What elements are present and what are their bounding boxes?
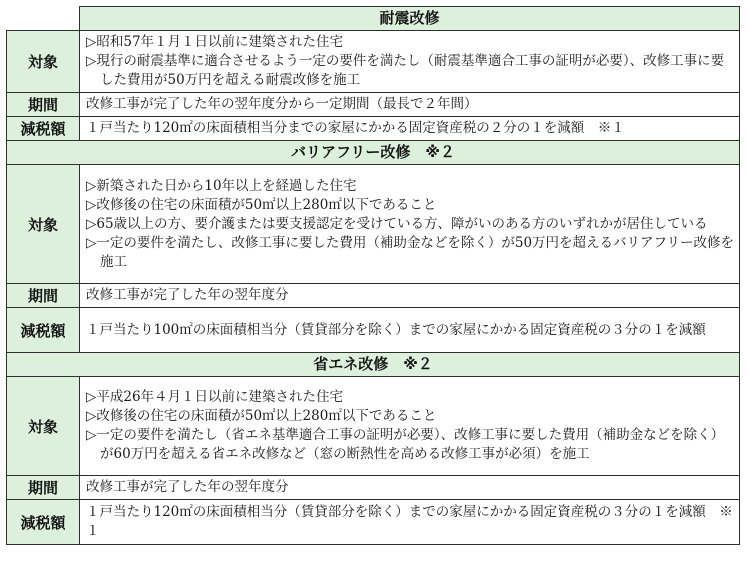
period-row — [7, 93, 740, 117]
period-label: 期間 — [7, 476, 80, 500]
reduction-content — [80, 500, 740, 545]
section-header-row — [7, 141, 740, 165]
period-row — [7, 476, 740, 500]
period-text: 改修工事が完了した年の翌年度分から一定期間（最長で２年間） — [86, 96, 478, 112]
tax-reduction-table-container — [6, 6, 739, 545]
target-item: ▷現行の耐震基準に適合させるよう一定の要件を満たし（耐震基準適合工事の証明が必要）、改修工事に要した費用が50万円を超える耐震改修を施工 — [86, 53, 725, 88]
reduction-text: １戸当たり120㎡の床面積相当分までの家屋にかかる固定資産税の２分の１を減額 ※１ — [86, 120, 625, 136]
reduction-text: １戸当たり100㎡の床面積相当分（賃貸部分を除く）までの家屋にかかる固定資産税の３分の１を減額 — [86, 321, 706, 338]
target-item: ▷昭和57年１月１日以前に建築された住宅 — [86, 34, 344, 50]
target-content — [80, 31, 740, 93]
reduction-row — [7, 308, 740, 353]
reduction-row — [7, 500, 740, 545]
target-label: 対象 — [7, 377, 80, 476]
reduction-content — [80, 117, 740, 141]
period-label: 期間 — [7, 93, 80, 117]
target-item: ▷改修後の住宅の床面積が50㎡以上280㎡以下であること — [86, 408, 437, 424]
reduction-label: 減税額 — [7, 500, 80, 545]
target-item: ▷一定の要件を満たし（省エネ基準適合工事の証明が必要）、改修工事に要した費用（補助金などを除く）が60万円を超える省エネ改修など（窓の断熱性を高める改修工事が必須）を施工 — [86, 427, 725, 462]
reduction-content — [80, 308, 740, 353]
target-label: 対象 — [7, 31, 80, 93]
target-label: 対象 — [7, 165, 80, 284]
target-item: ▷新築された日から10年以上を経過した住宅 — [86, 177, 357, 194]
target-content — [80, 165, 740, 284]
period-content — [80, 93, 740, 117]
target-row — [7, 165, 740, 284]
period-content — [80, 284, 740, 308]
target-item: ▷65歳以上の方、要介護または要支援認定を受けている方、障がいのある方のいずれかが居住している — [86, 215, 708, 232]
target-item: ▷一定の要件を満たし、改修工事に要した費用（補助金などを除く）が50万円を超えるバリアフリー改修を施工 — [86, 234, 735, 270]
period-content — [80, 476, 740, 500]
blank-cell — [7, 7, 80, 31]
section-title-barrier-free: バリアフリー改修 ※２ — [7, 141, 740, 165]
tax-reduction-table — [6, 6, 740, 545]
period-row — [7, 284, 740, 308]
period-text: 改修工事が完了した年の翌年度分 — [86, 479, 289, 495]
target-row — [7, 377, 740, 476]
section-title-energy-saving: 省エネ改修 ※２ — [7, 353, 740, 377]
period-text: 改修工事が完了した年の翌年度分 — [86, 287, 289, 303]
target-item: ▷平成26年４月１日以前に建築された住宅 — [86, 389, 344, 405]
section-header-row — [7, 353, 740, 377]
reduction-text: １戸当たり120㎡の床面積相当分（賃貸部分を除く）までの家屋にかかる固定資産税の３分の１を減額 ※１ — [86, 504, 733, 539]
section-header-row — [7, 7, 740, 31]
target-item: ▷改修後の住宅の床面積が50㎡以上280㎡以下であること — [86, 196, 437, 213]
target-content — [80, 377, 740, 476]
period-label: 期間 — [7, 284, 80, 308]
section-title-seismic: 耐震改修 — [80, 7, 740, 31]
target-row — [7, 31, 740, 93]
reduction-label: 減税額 — [7, 308, 80, 353]
reduction-label: 減税額 — [7, 117, 80, 141]
reduction-row — [7, 117, 740, 141]
